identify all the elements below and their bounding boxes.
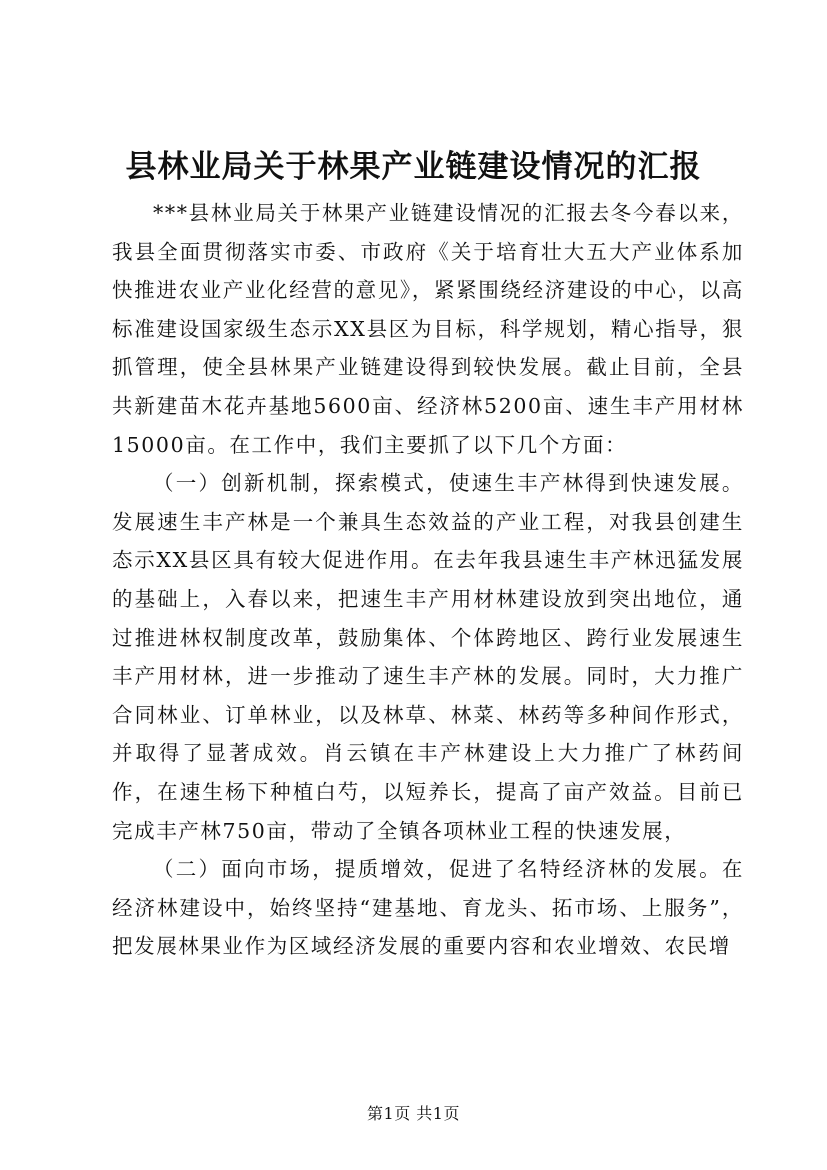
paragraph-intro: ***县林业局关于林果产业链建设情况的汇报去冬今春以来，我县全面贯彻落实市委、市政府《关于培育壮大五大产业体系加快推进农业产业化经营的意见》，紧紧围绕经济建设的中心，以高标准建设国家级生态示XX县区为目标，科学规划，精心指导，狠抓管理，使全县林果产业链建设得到较快发展。截止目前，全县共新建苗木花卉基地5600亩、经济林5200亩、速生丰产用材林15000亩。在工作中，我们主要抓了以下几个方面： xyxy=(112,201,744,457)
page-number-footer: 第1页 共1页 xyxy=(367,1104,460,1123)
paragraph-section-2: （二）面向市场，提质增效，促进了名特经济林的发展。在经济林建设中，始终坚持“建基地、育龙头、拓市场、上服务”，把发展林果业作为区域经济发展的重要内容和农业增效、农民增 xyxy=(112,857,744,959)
document-title: 县林业局关于林果产业链建设情况的汇报 xyxy=(125,149,702,185)
paragraph-section-1: （一）创新机制，探索模式，使速生丰产林得到快速发展。发展速生丰产林是一个兼具生态效益的产业工程，对我县创建生态示XX县区具有较大促进作用。在去年我县速生丰产林迅猛发展的基础上，入春以来，把速生丰产用材林建设放到突出地位，通过推进林权制度改革，鼓励集体、个体跨地区、跨行业发展速生丰产用材林，进一步推动了速生丰产林的发展。同时，大力推广合同林业、订单林业，以及林草、林菜、林药等多种间作形式，并取得了显著成效。肖云镇在丰产林建设上大力推广了林药间作，在速生杨下种植白芍，以短养长，提高了亩产效益。目前已完成丰产林750亩，带动了全镇各项林业工程的快速发展， xyxy=(112,471,744,843)
document-body xyxy=(112,194,744,966)
